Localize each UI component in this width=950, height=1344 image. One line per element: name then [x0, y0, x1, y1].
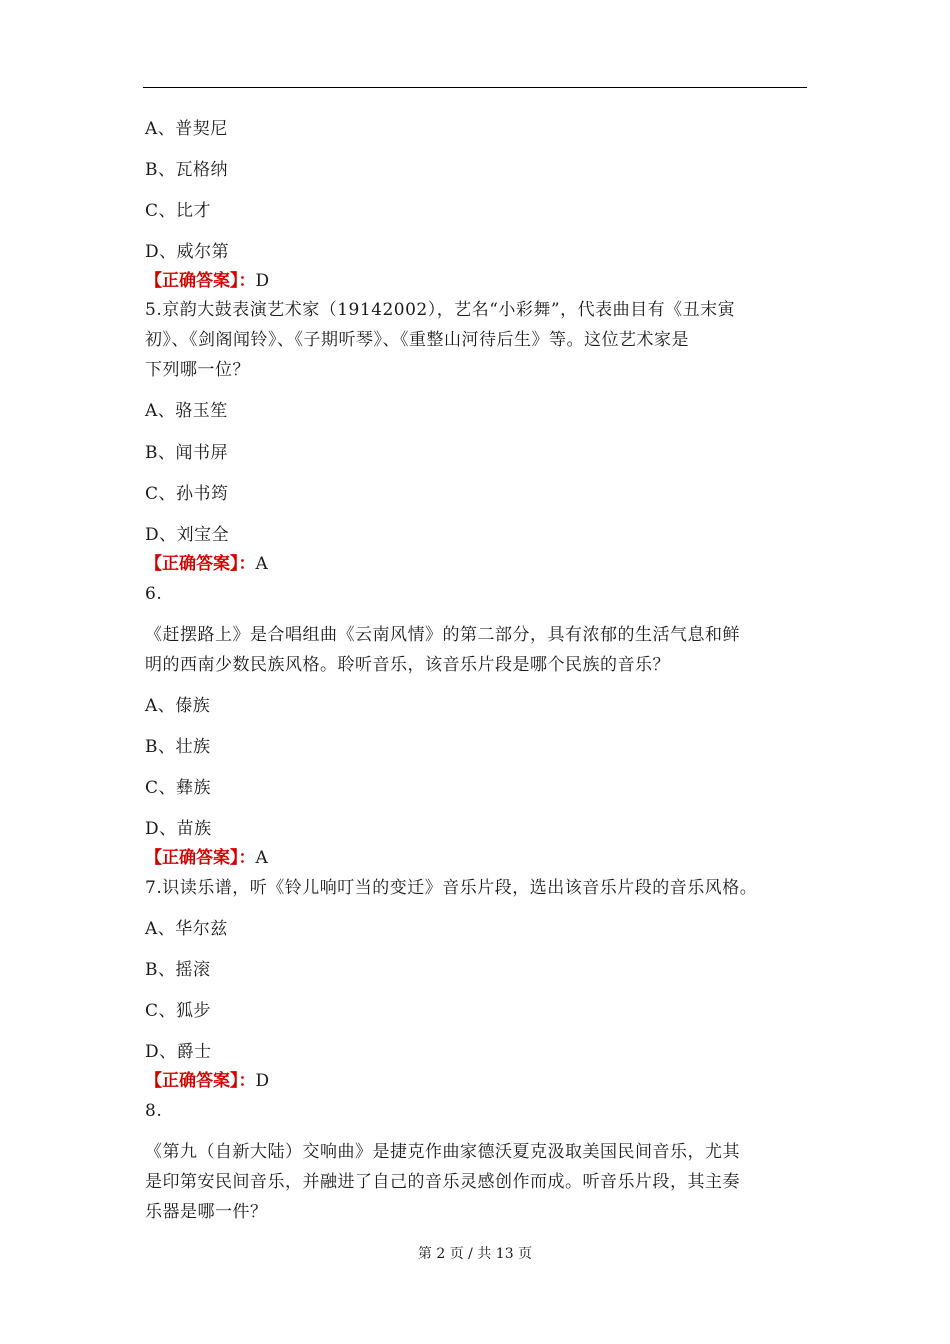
q8-text-line-2: 是印第安民间音乐，并融进了自己的音乐灵感创作而成。听音乐片段，其主奏 [145, 1172, 740, 1192]
q8-text-line-1: 《第九（自新大陆）交响曲》是捷克作曲家德沃夏克汲取美国民间音乐，尤其 [145, 1142, 740, 1162]
q6-text-line-2: 明的西南少数民族风格。聆听音乐，该音乐片段是哪个民族的音乐？ [145, 655, 670, 675]
answer-value: D [255, 1071, 270, 1091]
q6-answer [145, 846, 268, 870]
q7-option-c: C、狐步 [145, 1001, 212, 1021]
q4-option-b: B、瓦格纳 [145, 160, 228, 180]
q5-text-line-3: 下列哪一位？ [145, 360, 250, 380]
q6-option-d: D、苗族 [145, 819, 212, 839]
q7-option-a: A、华尔兹 [145, 919, 228, 939]
q4-option-d: D、威尔第 [145, 242, 230, 262]
q4-answer [145, 269, 270, 293]
q5-option-d: D、刘宝全 [145, 525, 230, 545]
answer-value: D [255, 271, 270, 291]
q5-option-b: B、闻书屏 [145, 443, 228, 463]
q6-text-line-1: 《赶摆路上》是合唱组曲《云南风情》的第二部分，具有浓郁的生活气息和鲜 [145, 625, 740, 645]
answer-label: 【正确答案】： [145, 1071, 256, 1091]
q5-option-c: C、孙书筠 [145, 484, 229, 504]
q5-option-a: A、骆玉笙 [145, 401, 228, 421]
header-rule [143, 87, 807, 88]
q5-text-line-1: 5.京韵大鼓表演艺术家（19142002），艺名“小彩舞”，代表曲目有《丑末寅 [145, 300, 736, 320]
q6-option-a: A、傣族 [145, 696, 211, 716]
answer-value: A [255, 554, 269, 574]
q6-option-c: C、彝族 [145, 778, 212, 798]
q4-option-a: A、普契尼 [145, 119, 228, 139]
answer-label: 【正确答案】： [145, 554, 256, 574]
q4-option-c: C、比才 [145, 201, 212, 221]
answer-label: 【正确答案】： [145, 848, 256, 868]
q5-text-line-2: 初》、《剑阁闻铃》、《子期听琴》、《重整山河待后生》等。这位艺术家是 [145, 330, 689, 350]
answer-value: A [255, 848, 269, 868]
q8-number: 8. [145, 1101, 163, 1121]
q7-answer [145, 1069, 270, 1093]
q7-text-line-1: 7.识读乐谱，听《铃儿响叮当的变迁》音乐片段，选出该音乐片段的音乐风格。 [145, 878, 758, 898]
q5-answer [145, 552, 268, 576]
q8-text-line-3: 乐器是哪一件？ [145, 1202, 268, 1222]
q7-option-d: D、爵士 [145, 1042, 212, 1062]
q7-option-b: B、摇滚 [145, 960, 211, 980]
answer-label: 【正确答案】： [145, 271, 256, 291]
q6-option-b: B、壮族 [145, 737, 211, 757]
page-footer: 第 2 页 / 共 13 页 [417, 1246, 533, 1262]
q6-number: 6. [145, 584, 163, 604]
